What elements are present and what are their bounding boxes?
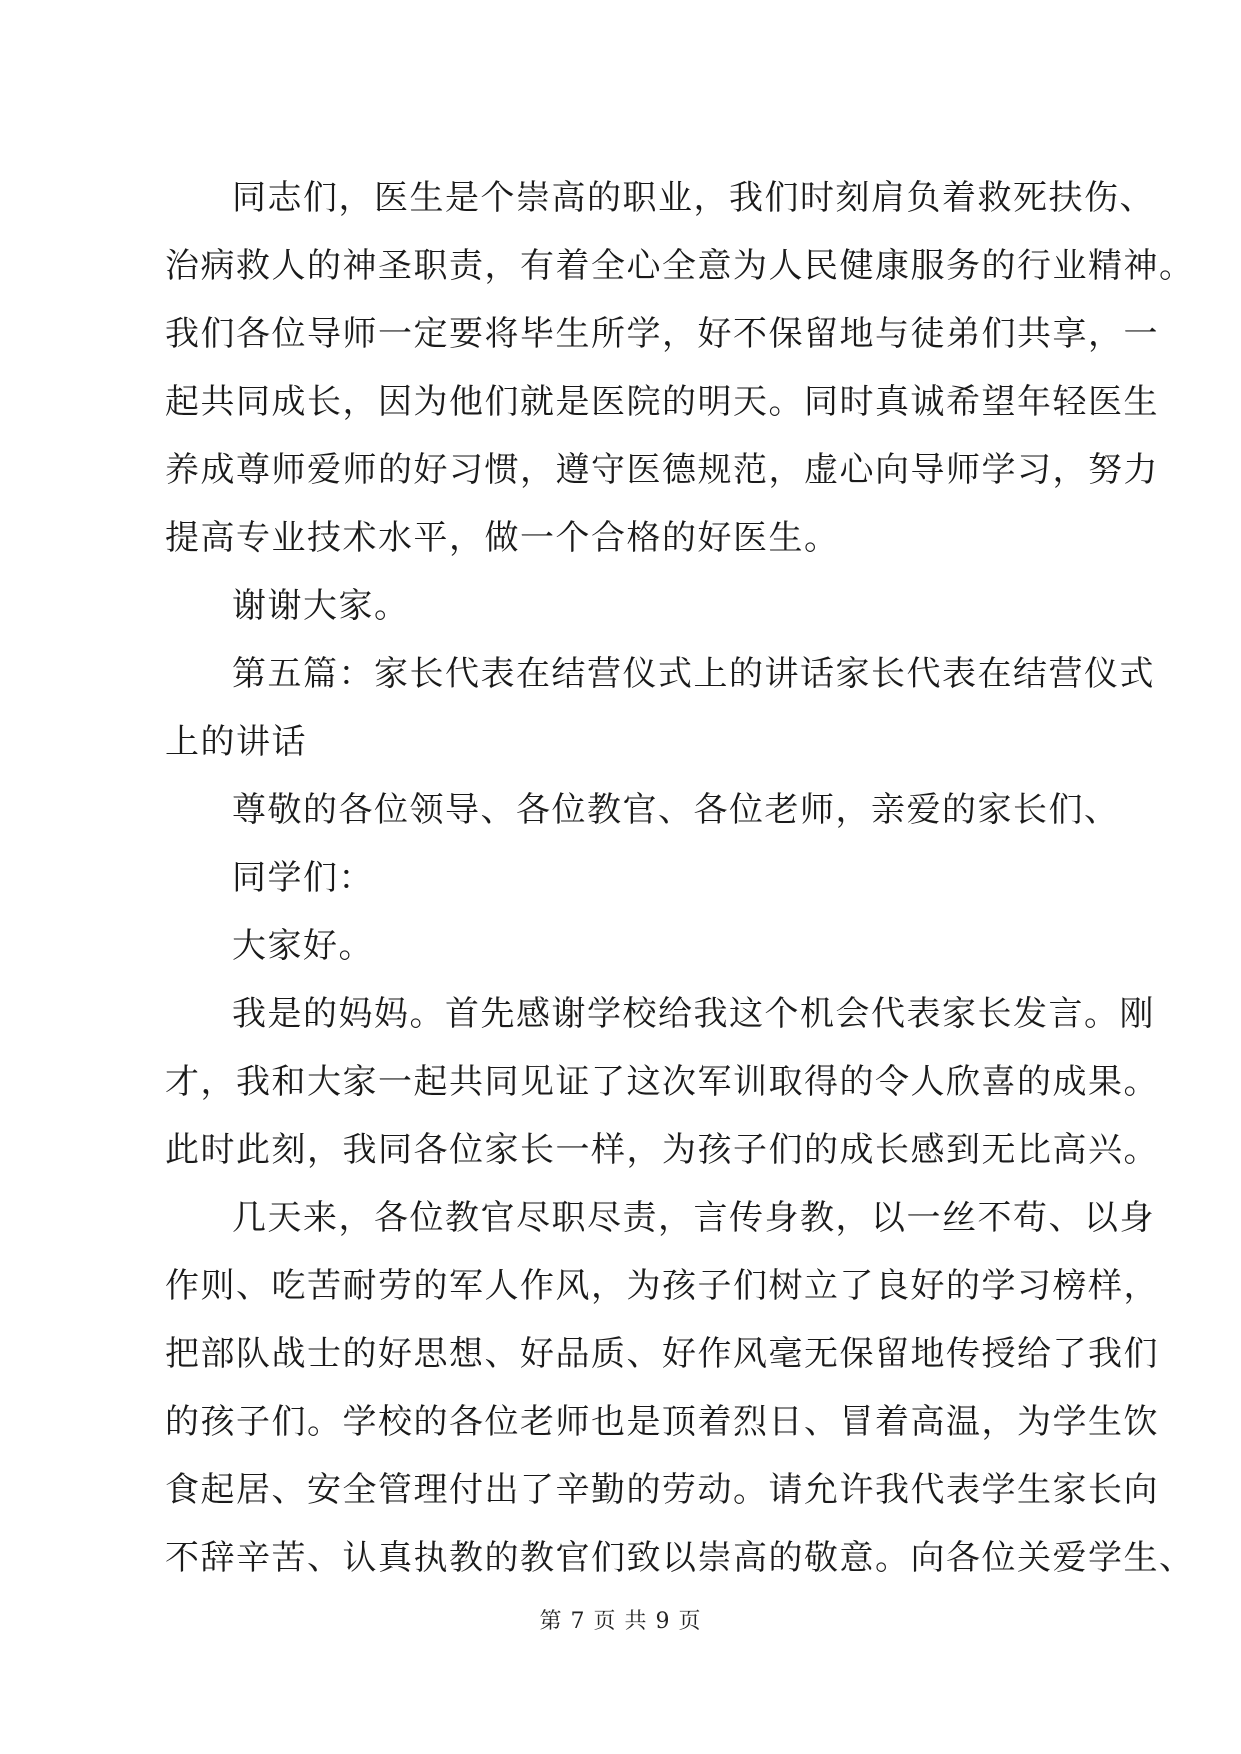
text-line: 此时此刻，我同各位家长一样，为孩子们的成长感到无比高兴。 bbox=[165, 1130, 1159, 1170]
text-line: 起共同成长，因为他们就是医院的明天。同时真诚希望年轻医生 bbox=[165, 382, 1159, 422]
section-heading-continued: 上的讲话 bbox=[165, 722, 307, 762]
page-number-footer: 第 7 页 共 9 页 bbox=[539, 1609, 702, 1634]
text-line: 的孩子们。学校的各位老师也是顶着烈日、冒着高温，为学生饮 bbox=[165, 1402, 1159, 1442]
text-line: 我们各位导师一定要将毕生所学，好不保留地与徒弟们共享，一 bbox=[165, 314, 1159, 354]
text-line: 作则、吃苦耐劳的军人作风，为孩子们树立了良好的学习榜样， bbox=[165, 1266, 1159, 1306]
text-line: 几天来，各位教官尽职尽责，言传身教，以一丝不苟、以身 bbox=[232, 1198, 1155, 1238]
text-line: 我是的妈妈。首先感谢学校给我这个机会代表家长发言。刚 bbox=[232, 994, 1155, 1034]
text-line: 才，我和大家一起共同见证了这次军训取得的令人欣喜的成果。 bbox=[165, 1062, 1159, 1102]
text-line: 治病救人的神圣职责，有着全心全意为人民健康服务的行业精神。 bbox=[165, 246, 1195, 286]
salutation-line: 同学们： bbox=[232, 858, 374, 898]
section-heading: 第五篇：家长代表在结营仪式上的讲话家长代表在结营仪式 bbox=[232, 654, 1155, 694]
text-line: 养成尊师爱师的好习惯，遵守医德规范，虚心向导师学习，努力 bbox=[165, 450, 1159, 490]
text-line: 把部队战士的好思想、好品质、好作风毫无保留地传授给了我们 bbox=[165, 1334, 1159, 1374]
text-line: 不辞辛苦、认真执教的教官们致以崇高的敬意。向各位关爱学生、 bbox=[165, 1538, 1195, 1578]
text-line: 同志们，医生是个崇高的职业，我们时刻肩负着救死扶伤、 bbox=[232, 178, 1155, 218]
text-line: 食起居、安全管理付出了辛勤的劳动。请允许我代表学生家长向 bbox=[165, 1470, 1159, 1510]
greeting-line: 大家好。 bbox=[232, 926, 374, 966]
text-line: 提高专业技术水平，做一个合格的好医生。 bbox=[165, 518, 840, 558]
salutation-line: 尊敬的各位领导、各位教官、各位老师，亲爱的家长们、 bbox=[232, 790, 1120, 830]
text-line: 谢谢大家。 bbox=[232, 586, 410, 626]
